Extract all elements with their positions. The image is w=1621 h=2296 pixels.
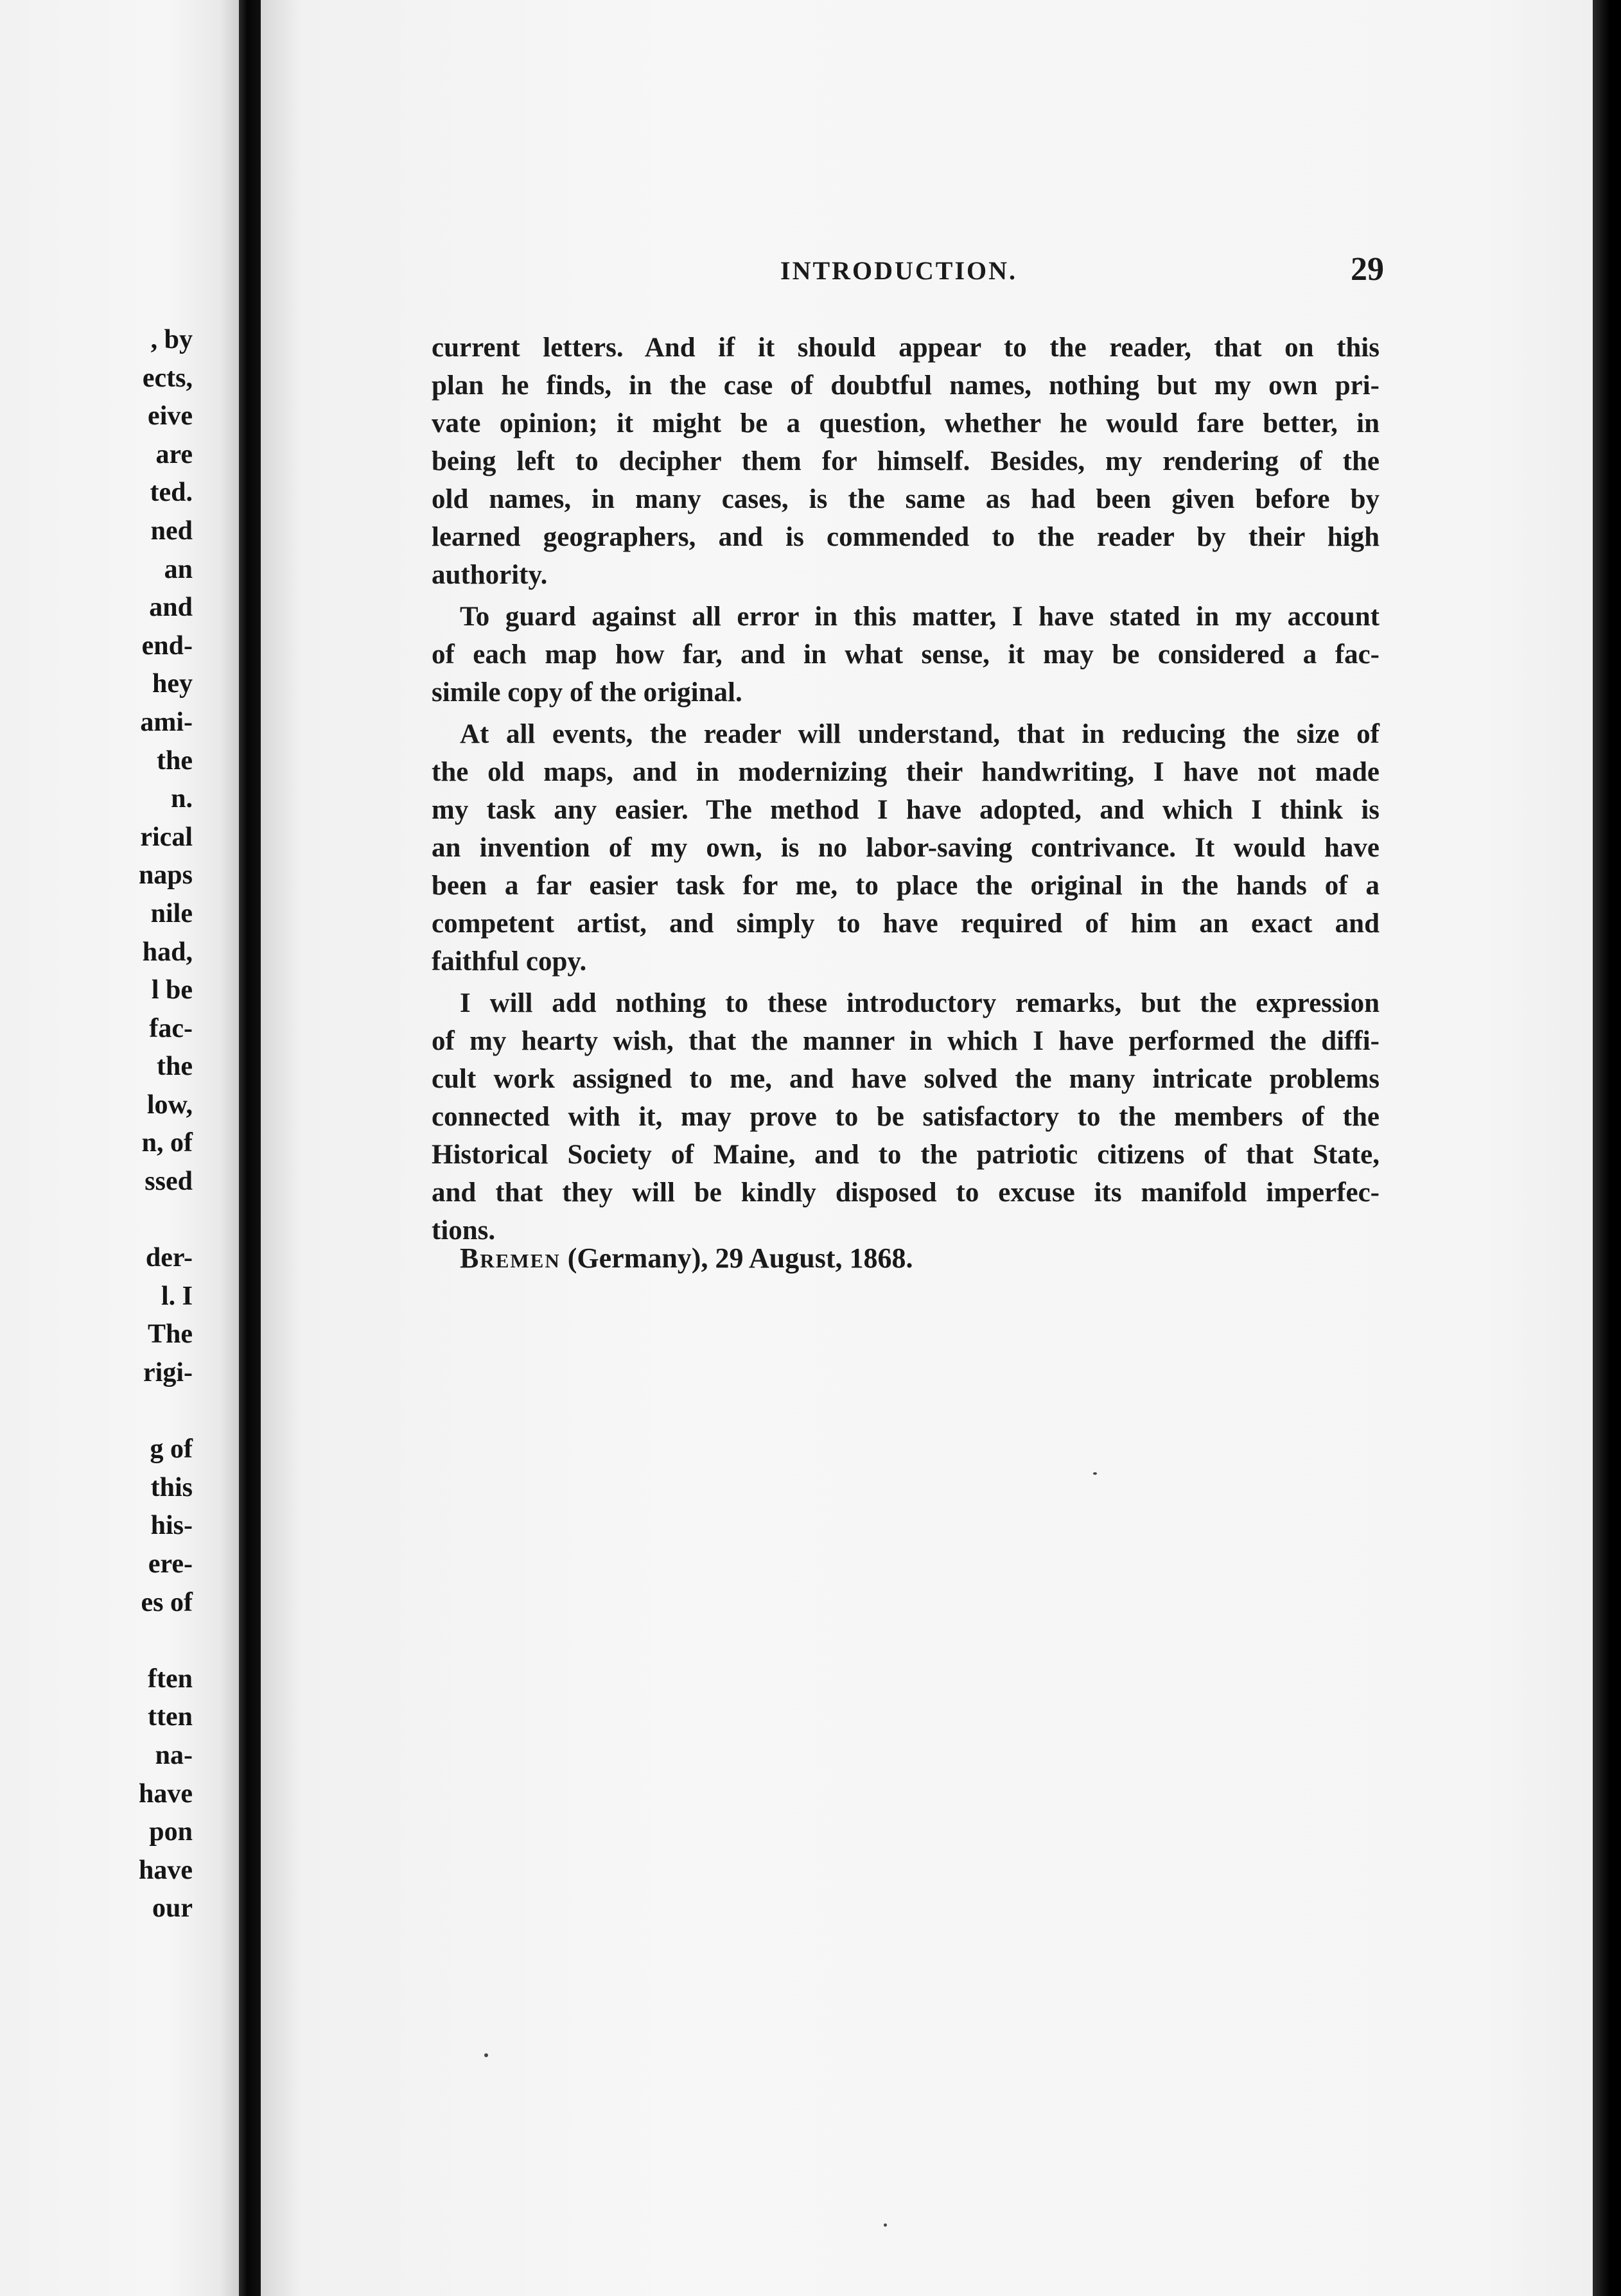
paragraph (432, 715, 1380, 980)
previous-page-line: had, (142, 937, 193, 967)
page-header (780, 250, 1384, 289)
previous-page-line: rigi- (143, 1358, 193, 1388)
previous-page-line: The (147, 1319, 193, 1350)
previous-page-line: ned (150, 516, 193, 546)
previous-page-line: n, of (141, 1128, 193, 1158)
text-line: current letters. And if it should appear to the reader, that on this (432, 333, 1380, 363)
text-line: vate opinion; it might be a question, whether he would fare better, in (432, 408, 1380, 439)
paper-speck (884, 2223, 887, 2227)
paragraph (432, 984, 1380, 1249)
previous-page-line: fac- (149, 1013, 193, 1043)
page-number: 29 (1351, 251, 1384, 288)
paragraph (432, 598, 1380, 711)
previous-page-line: are (155, 439, 193, 469)
book-gutter (239, 0, 261, 2296)
text-line: Historical Society of Maine, and to the patriotic citizens of that State, (432, 1140, 1380, 1170)
previous-page-line: l. I (161, 1281, 193, 1311)
previous-page-line: ere- (148, 1549, 193, 1579)
dateline (460, 1242, 913, 1274)
text-line: tions. (432, 1215, 496, 1246)
previous-page-line: hey (152, 669, 193, 699)
text-line: old names, in many cases, is the same as had been given before by (432, 484, 1380, 514)
previous-page-line: l be (151, 975, 193, 1005)
previous-page-line: the (157, 745, 193, 776)
text-line: of each map how far, and in what sense, it may be considered a fac- (432, 639, 1380, 670)
text-line: To guard against all error in this matter, I have stated in my account (460, 602, 1380, 632)
previous-page-line: the (157, 1052, 193, 1082)
text-line: been a far easier task for me, to place the original in the hands of a (432, 871, 1380, 901)
paragraph (432, 329, 1380, 594)
text-line: faithful copy. (432, 946, 587, 977)
previous-page-line: ften (148, 1664, 193, 1694)
previous-page-line (139, 1393, 193, 1431)
text-line: At all events, the reader will understand, that in reducing the size of (460, 719, 1380, 749)
previous-page-line (139, 1622, 193, 1660)
previous-page-line: pon (149, 1817, 193, 1847)
body-text (432, 329, 1380, 1253)
previous-page (0, 0, 239, 2296)
text-line: learned geographers, and is commended to the reader by their high (432, 522, 1380, 552)
previous-page-line: eive (148, 401, 193, 431)
previous-page-line: ami- (140, 707, 193, 737)
previous-page-line: rical (140, 822, 193, 852)
previous-page-line: have (139, 1855, 193, 1885)
text-line: my task any easier. The method I have adopted, and which I think is (432, 795, 1380, 825)
text-line: connected with it, may prove to be satisfactory to the members of the (432, 1102, 1380, 1132)
text-line: plan he finds, in the case of doubtful names, nothing but my own pri- (432, 370, 1380, 401)
previous-page-line: and (149, 593, 193, 623)
text-line: the old maps, and in modernizing their handwriting, I have not made (432, 757, 1380, 787)
previous-page-line: es of (141, 1587, 193, 1617)
previous-page-line: der- (145, 1243, 193, 1273)
previous-page-line: ted. (150, 478, 193, 508)
previous-page-line (139, 1201, 193, 1240)
text-line: simile copy of the original. (432, 677, 742, 708)
text-line: and that they will be kindly disposed to excuse its manifold imperfec- (432, 1178, 1380, 1208)
previous-page-line: naps (138, 860, 193, 891)
previous-page-line: n. (171, 784, 193, 814)
dateline-date: (Germany), 29 August, 1868. (560, 1242, 913, 1274)
previous-page-line: this (150, 1472, 193, 1502)
page-edge (1593, 0, 1621, 2296)
previous-page-line: g of (150, 1434, 193, 1465)
paper-speck (1093, 1472, 1097, 1475)
text-line: cult work assigned to me, and have solved the many intricate problems (432, 1064, 1380, 1094)
previous-page-line: nile (150, 898, 193, 928)
dateline-place: Bremen (460, 1242, 561, 1274)
text-line: an invention of my own, is no labor-saving contrivance. It would have (432, 833, 1380, 863)
previous-page-line: tten (148, 1702, 193, 1732)
previous-page-line: our (152, 1893, 193, 1924)
text-line: competent artist, and simply to have required of him an exact and (432, 909, 1380, 939)
previous-page-line: his- (150, 1511, 193, 1541)
previous-page-line: , by (150, 325, 193, 354)
previous-page-line: na- (155, 1740, 193, 1770)
text-line: authority. (432, 560, 548, 590)
previous-page-line: have (139, 1779, 193, 1809)
previous-page-line: low, (146, 1090, 193, 1120)
running-head: INTRODUCTION. (780, 256, 1018, 285)
previous-page-line: ects, (142, 363, 193, 393)
previous-page-text (139, 321, 193, 1928)
text-line: I will add nothing to these introductory remarks, but the expression (460, 988, 1380, 1018)
previous-page-line: an (164, 554, 193, 584)
paper-speck (484, 2053, 488, 2057)
previous-page-line: ssed (145, 1167, 193, 1197)
text-line: being left to decipher them for himself. Besides, my rendering of the (432, 446, 1380, 476)
text-line: of my hearty wish, that the manner in which I have performed the diffi- (432, 1026, 1380, 1056)
previous-page-line: end- (141, 631, 193, 661)
